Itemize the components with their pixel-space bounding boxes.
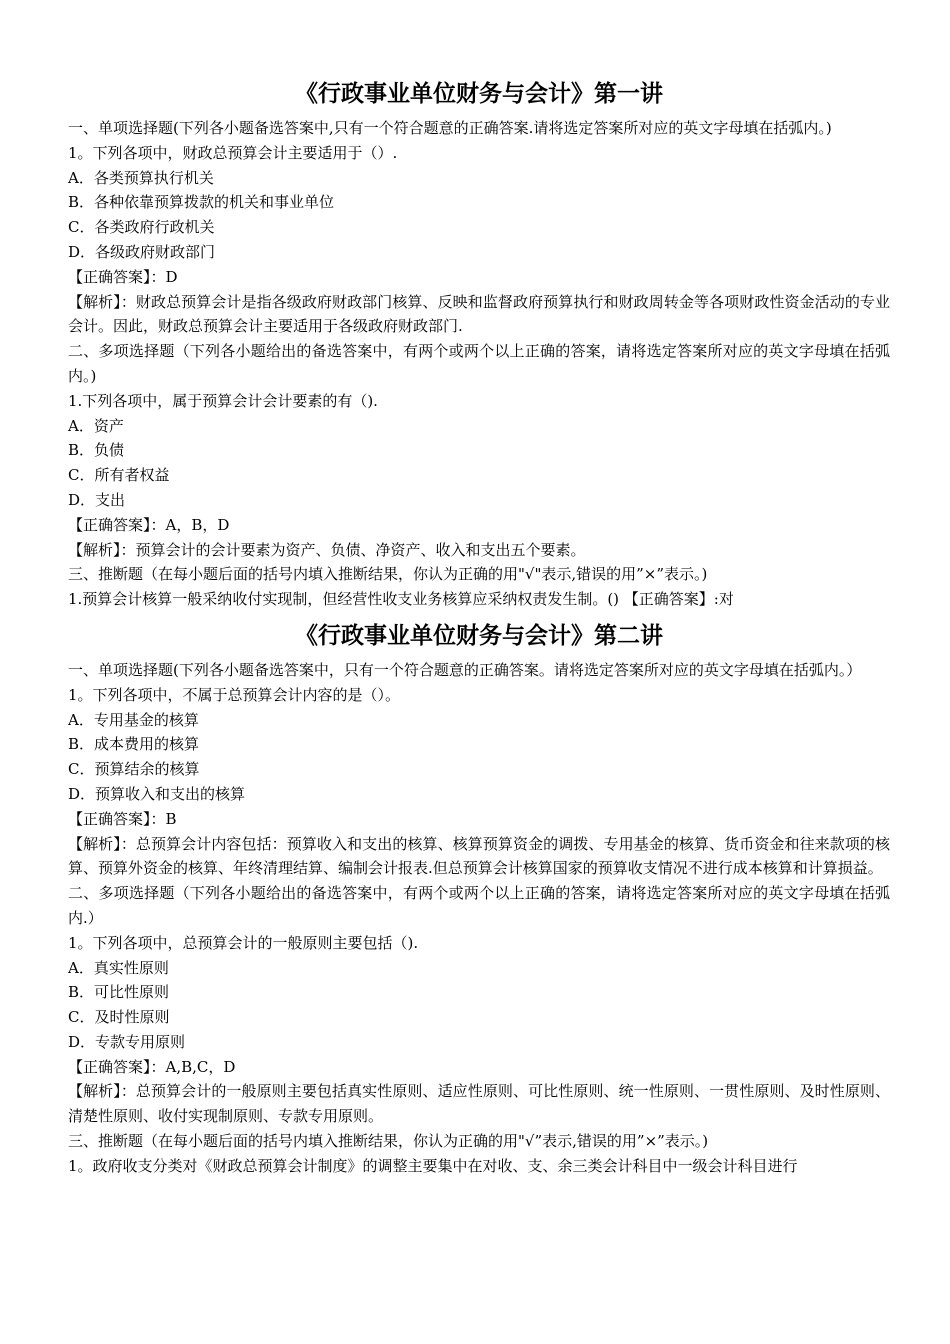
l1-q2-answer: 【正确答案】：A，B，D bbox=[68, 515, 230, 534]
l2-sec2-heading: 二、多项选择题（下列各小题给出的备选答案中，有两个或两个以上正确的答案，请将选定答案所对应的英文字母填在括弧内.） bbox=[68, 884, 890, 927]
l2-sec1-heading: 一、单项选择题(下列各小题备选答案中，只有一个符合题意的正确答案。请将选定答案所对应的英文字母填在括弧内。） bbox=[68, 660, 862, 679]
l1-q1-analysis: 【解析】：财政总预算会计是指各级政府财政部门核算、反映和监督政府预算执行和财政周转金等各项财政性资金活动的专业会计。因此，财政总预算会计主要适用于各级政府财政部门. bbox=[68, 292, 890, 336]
l2-q1-option-b: B．成本费用的核算 bbox=[68, 735, 200, 754]
l1-q2-option-c: C．所有者权益 bbox=[68, 466, 170, 485]
l2-q2-analysis: 【解析】：总预算会计的一般原则主要包括真实性原则、适应性原则、可比性原则、统一性原则、一贯性原则、及时性原则、清楚性原则、收付实现制原则、专款专用原则。 bbox=[68, 1082, 890, 1126]
l1-q1-option-c: C．各类政府行政机关 bbox=[68, 218, 215, 237]
l2-q1-stem: 1。下列各项中，不属于总预算会计内容的是（）。 bbox=[68, 685, 401, 704]
l1-sec2-heading: 二、多项选择题（下列各小题给出的备选答案中，有两个或两个以上正确的答案，请将选定答案所对应的英文字母填在括弧内。) bbox=[68, 342, 890, 385]
l2-q2-option-b: B．可比性原则 bbox=[68, 983, 170, 1002]
l1-q1-option-a: A．各类预算执行机关 bbox=[68, 168, 214, 187]
document-page bbox=[68, 70, 890, 1179]
l1-q2-option-b: B．负债 bbox=[68, 441, 125, 460]
l1-q1-answer: 【正确答案】：D bbox=[68, 267, 178, 286]
lecture2-title: 《行政事业单位财务与会计》第二讲 bbox=[295, 622, 663, 649]
l2-sec3-heading: 三、推断题（在每小题后面的括号内填入推断结果，你认为正确的用"√”表示,错误的用”×”表示。) bbox=[68, 1132, 709, 1151]
l2-q1-option-a: A．专用基金的核算 bbox=[68, 710, 199, 729]
l1-q1-stem: 1。下列各项中，财政总预算会计主要适用于（）. bbox=[68, 143, 398, 162]
l2-q1-option-c: C．预算结余的核算 bbox=[68, 760, 200, 779]
l1-q1-option-d: D．各级政府财政部门 bbox=[68, 242, 216, 261]
l1-q2-option-a: A．资产 bbox=[68, 416, 124, 435]
l1-q2-option-d: D．支出 bbox=[68, 490, 126, 509]
l1-q3-stem: 1.预算会计核算一般采纳收付实现制，但经营性收支业务核算应采纳权责发生制。() 【正确答案】:对 bbox=[68, 590, 734, 609]
l1-q2-analysis: 【解析】：预算会计的会计要素为资产、负债、净资产、收入和支出五个要素。 bbox=[68, 540, 586, 559]
l2-q3-stem: 1。政府收支分类对《财政总预算会计制度》的调整主要集中在对收、支、余三类会计科目中一级会计科目进行 bbox=[68, 1156, 798, 1175]
l1-q2-stem: 1.下列各项中，属于预算会计会计要素的有（). bbox=[68, 391, 378, 410]
l2-q2-option-c: C．及时性原则 bbox=[68, 1008, 170, 1027]
l2-q2-option-d: D．专款专用原则 bbox=[68, 1032, 186, 1051]
l2-q1-option-d: D．预算收入和支出的核算 bbox=[68, 784, 246, 803]
l2-q2-stem: 1。下列各项中，总预算会计的一般原则主要包括（). bbox=[68, 933, 419, 952]
l1-sec1-heading: 一、单项选择题(下列各小题备选答案中,只有一个符合题意的正确答案.请将选定答案所对应的英文字母填在括弧内。) bbox=[68, 119, 832, 137]
l2-q2-answer: 【正确答案】：A,B,C，D bbox=[68, 1057, 236, 1076]
l2-q1-analysis: 【解析】：总预算会计内容包括：预算收入和支出的核算、核算预算资金的调拨、专用基金的核算、货币资金和往来款项的核算、预算外资金的核算、年终清理结算、编制会计报表.但总预算会计核算国家的预算收支情况不进行成本核算和计算损益。 bbox=[68, 834, 890, 878]
l2-q2-option-a: A．真实性原则 bbox=[68, 958, 169, 977]
lecture1-title: 《行政事业单位财务与会计》第一讲 bbox=[295, 81, 663, 107]
l1-sec3-heading: 三、推断题（在每小题后面的括号内填入推断结果，你认为正确的用"√"表示,错误的用”×”表示。) bbox=[68, 565, 708, 584]
l1-q1-option-b: B．各种依靠预算拨款的机关和事业单位 bbox=[68, 193, 335, 212]
l2-q1-answer: 【正确答案】：B bbox=[68, 809, 177, 828]
